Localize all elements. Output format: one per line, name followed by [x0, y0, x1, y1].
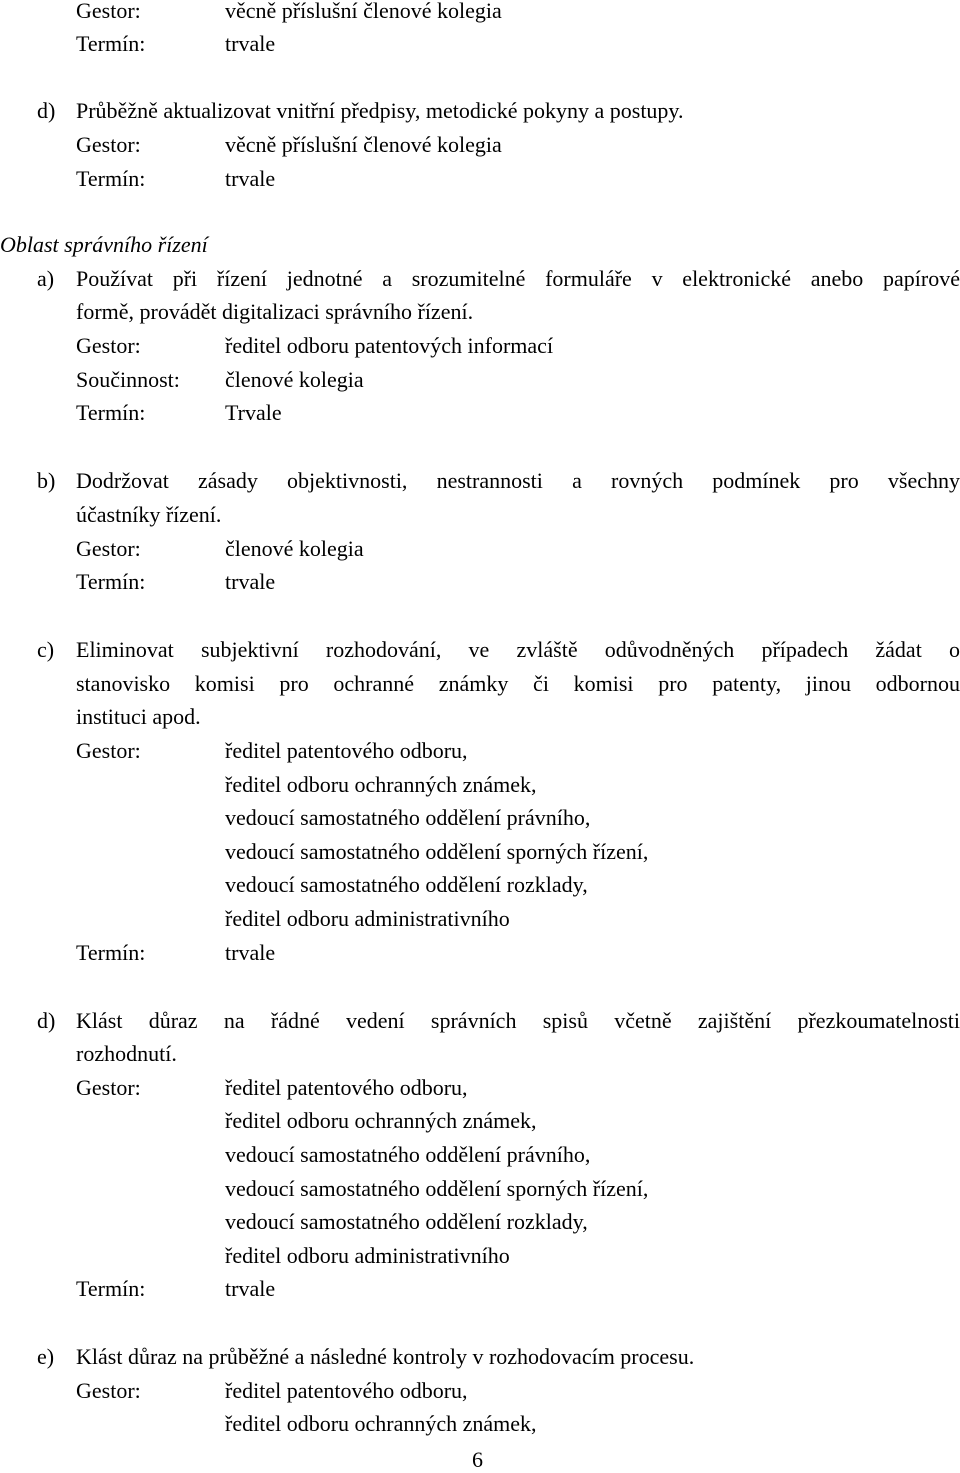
gestor-value: ředitel odboru administrativního — [225, 1243, 510, 1268]
gestor-value: vedoucí samostatného oddělení rozklady, — [225, 1209, 588, 1234]
gestor-label: Gestor: — [76, 1075, 141, 1100]
item-marker: c) — [37, 637, 55, 662]
termin-label: Termín: — [76, 31, 146, 56]
termin-label: Termín: — [76, 400, 146, 425]
item-text: účastníky řízení. — [76, 502, 222, 527]
page-number: 6 — [472, 1447, 483, 1472]
item-text: Průběžně aktualizovat vnitřní předpisy, metodické pokyny a postupy. — [76, 98, 684, 123]
gestor-label: Gestor: — [76, 0, 141, 23]
gestor-value: vedoucí samostatného oddělení právního, — [225, 1142, 591, 1167]
gestor-label: Gestor: — [76, 536, 141, 561]
gestor-value: ředitel patentového odboru, — [225, 1075, 468, 1100]
item-text: instituci apod. — [76, 704, 201, 729]
item-marker: e) — [37, 1344, 55, 1369]
gestor-value: věcně příslušní členové kolegia — [225, 0, 502, 23]
item-text: Dodržovat zásady objektivnosti, nestrannosti a rovných podmínek pro všechny — [76, 468, 960, 493]
item-marker: d) — [37, 98, 56, 123]
termin-label: Termín: — [76, 940, 146, 965]
gestor-label: Gestor: — [76, 1378, 141, 1403]
gestor-value: ředitel odboru ochranných známek, — [225, 1411, 537, 1436]
item-text: Eliminovat subjektivní rozhodování, ve zvláště odůvodněných případech žádat o — [76, 637, 960, 662]
item-text: formě, provádět digitalizaci správního řízení. — [76, 299, 474, 324]
termin-label: Termín: — [76, 569, 146, 594]
item-marker: a) — [37, 266, 55, 291]
gestor-value: ředitel odboru patentových informací — [225, 333, 554, 358]
item-marker: d) — [37, 1008, 56, 1033]
item-marker: b) — [37, 468, 56, 493]
gestor-value: ředitel patentového odboru, — [225, 738, 468, 763]
termin-label: Termín: — [76, 1276, 146, 1301]
termin-value: trvale — [225, 940, 276, 965]
gestor-value: členové kolegia — [225, 536, 364, 561]
soucinnost-label: Součinnost: — [76, 367, 180, 392]
section-heading: Oblast správního řízení — [0, 232, 208, 257]
termin-value: trvale — [225, 569, 276, 594]
gestor-value: ředitel odboru administrativního — [225, 906, 510, 931]
gestor-label: Gestor: — [76, 132, 141, 157]
gestor-value: vedoucí samostatného oddělení právního, — [225, 805, 591, 830]
gestor-value: ředitel odboru ochranných známek, — [225, 772, 537, 797]
gestor-label: Gestor: — [76, 738, 141, 763]
termin-value: trvale — [225, 166, 276, 191]
gestor-value: vedoucí samostatného oddělení sporných řízení, — [225, 1176, 649, 1201]
termin-value: Trvale — [225, 400, 282, 425]
item-text: Klást důraz na průběžné a následné kontroly v rozhodovacím procesu. — [76, 1344, 695, 1369]
item-text: Klást důraz na řádné vedení správních spisů včetně zajištění přezkoumatelnosti — [76, 1008, 960, 1033]
gestor-label: Gestor: — [76, 333, 141, 358]
item-text: Používat při řízení jednotné a srozumitelné formuláře v elektronické anebo papírové — [76, 266, 960, 291]
soucinnost-value: členové kolegia — [225, 367, 364, 392]
item-text: stanovisko komisi pro ochranné známky či komisi pro patenty, jinou odbornou — [76, 671, 960, 696]
termin-value: trvale — [225, 1276, 276, 1301]
gestor-value: věcně příslušní členové kolegia — [225, 132, 502, 157]
termin-value: trvale — [225, 31, 276, 56]
gestor-value: ředitel patentového odboru, — [225, 1378, 468, 1403]
gestor-value: ředitel odboru ochranných známek, — [225, 1108, 537, 1133]
termin-label: Termín: — [76, 166, 146, 191]
gestor-value: vedoucí samostatného oddělení rozklady, — [225, 872, 588, 897]
item-text: rozhodnutí. — [76, 1041, 177, 1066]
gestor-value: vedoucí samostatného oddělení sporných řízení, — [225, 839, 649, 864]
